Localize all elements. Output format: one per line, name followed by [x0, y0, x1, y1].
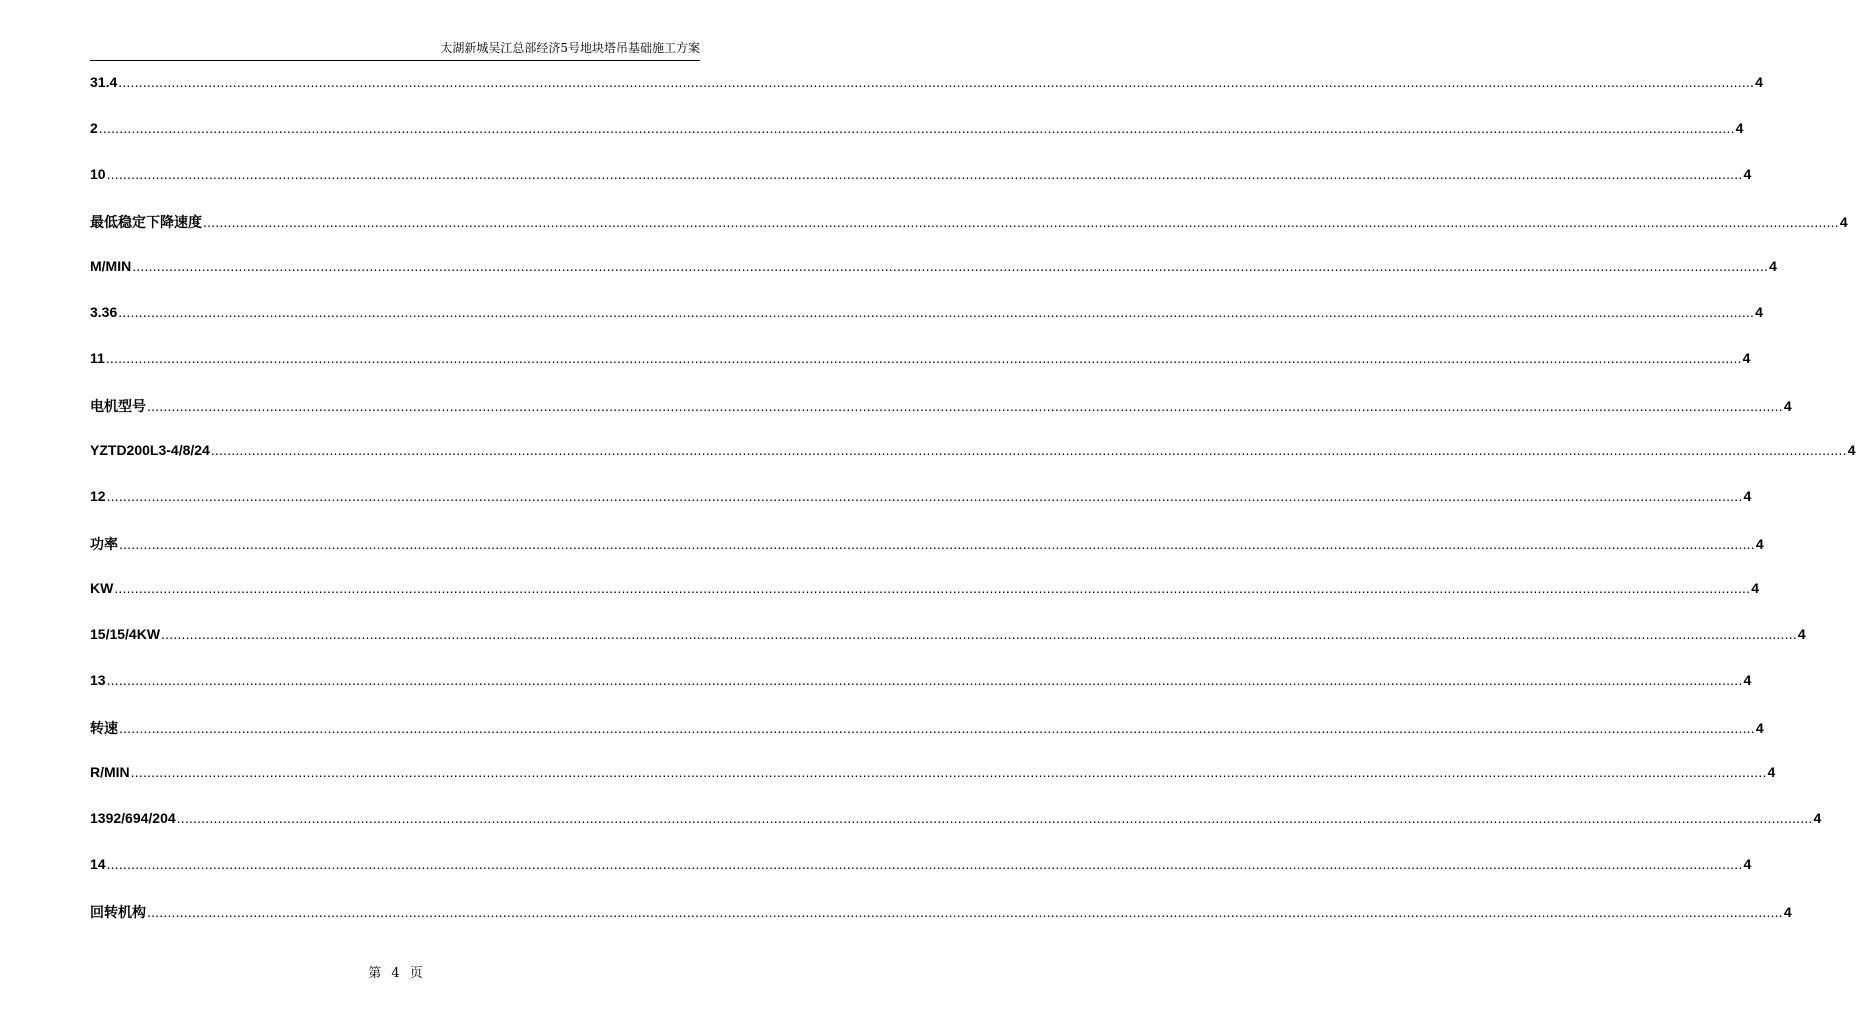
- toc-entry-page-number: 4: [1767, 764, 1776, 780]
- toc-entry-label: 1392/694/204: [90, 810, 176, 826]
- toc-entry[interactable]: [90, 350, 1751, 396]
- toc-entry-label: 15/15/4KW: [90, 626, 161, 642]
- toc-entry-page-number: 4: [1797, 626, 1806, 642]
- toc-dot-leader: ................................................................................................................................................................................................................................................................................................................................................................................................................: [161, 626, 1797, 642]
- toc-entry-label: 转速: [90, 720, 118, 736]
- toc-dot-leader: ................................................................................................................................................................................................................................................................................................................................................................................................................: [147, 398, 1783, 414]
- toc-entry-page-number: 4: [1783, 904, 1792, 920]
- document-title: 太湖新城吴江总部经济5号地块塔吊基础施工方案: [440, 41, 700, 55]
- toc-entry-label: KW: [90, 580, 114, 596]
- toc-dot-leader: ................................................................................................................................................................................................................................................................................................................................................................................................................: [105, 350, 1742, 366]
- toc-dot-leader: ................................................................................................................................................................................................................................................................................................................................................................................................................: [119, 720, 1755, 736]
- toc-entry[interactable]: [90, 120, 1744, 166]
- toc-dot-leader: ................................................................................................................................................................................................................................................................................................................................................................................................................: [203, 214, 1839, 230]
- toc-entry[interactable]: [90, 810, 1822, 856]
- footer-page-number: 4: [391, 966, 400, 981]
- toc-entry[interactable]: [90, 626, 1806, 672]
- toc-entry[interactable]: [90, 902, 1792, 948]
- toc-entry-label: 10: [90, 166, 106, 182]
- toc-dot-leader: ................................................................................................................................................................................................................................................................................................................................................................................................................: [147, 904, 1783, 920]
- toc-entry-page-number: 4: [1751, 580, 1759, 596]
- toc-entry-label: 电机型号: [90, 398, 146, 414]
- toc-entry-page-number: 4: [1839, 214, 1848, 230]
- toc-entry-label: 最低稳定下降速度: [90, 214, 202, 230]
- toc-dot-leader: ................................................................................................................................................................................................................................................................................................................................................................................................................: [98, 120, 1735, 136]
- toc-entry-label: 12: [90, 488, 106, 504]
- toc-dot-leader: ................................................................................................................................................................................................................................................................................................................................................................................................................: [119, 536, 1755, 552]
- toc-entry-page-number: 4: [1783, 398, 1792, 414]
- toc-entry-label: 回转机构: [90, 904, 146, 920]
- toc-entry-page-number: 4: [1743, 856, 1752, 872]
- toc-entry-page-number: 4: [1755, 536, 1764, 552]
- toc-entry[interactable]: [90, 718, 1764, 764]
- toc-entry-label: 14: [90, 856, 106, 872]
- toc-dot-leader: ................................................................................................................................................................................................................................................................................................................................................................................................................: [118, 304, 1755, 320]
- toc-entry-label: 3.36: [90, 304, 118, 320]
- toc-entry-page-number: 4: [1742, 350, 1751, 366]
- toc-dot-leader: ................................................................................................................................................................................................................................................................................................................................................................................................................: [118, 74, 1755, 90]
- toc-entry-label: 2: [90, 120, 98, 136]
- toc-entry-page-number: 4: [1769, 258, 1777, 274]
- toc-entry[interactable]: [90, 856, 1752, 902]
- toc-entry-page-number: 4: [1813, 810, 1822, 826]
- toc-dot-leader: ................................................................................................................................................................................................................................................................................................................................................................................................................: [106, 672, 1743, 688]
- toc-dot-leader: ................................................................................................................................................................................................................................................................................................................................................................................................................: [210, 442, 1847, 458]
- toc-entry[interactable]: [90, 396, 1792, 442]
- footer-suffix: 页: [409, 966, 423, 981]
- page-footer: [0, 962, 791, 981]
- toc-entry-page-number: 4: [1847, 442, 1856, 458]
- toc-entry-label: 11: [90, 350, 105, 366]
- toc-entry-page-number: 4: [1755, 304, 1763, 320]
- toc-dot-leader: ................................................................................................................................................................................................................................................................................................................................................................................................................: [132, 258, 1769, 274]
- toc-entry-label: M/MIN: [90, 258, 132, 274]
- toc-entry-page-number: 4: [1743, 488, 1752, 504]
- toc-entry[interactable]: [90, 534, 1764, 580]
- toc-entry-page-number: 4: [1735, 120, 1744, 136]
- toc-entry-page-number: 4: [1755, 74, 1763, 90]
- toc-entry[interactable]: [90, 442, 1856, 488]
- toc-entry[interactable]: [90, 166, 1752, 212]
- table-of-contents: [90, 74, 1856, 948]
- toc-dot-leader: ................................................................................................................................................................................................................................................................................................................................................................................................................: [106, 488, 1743, 504]
- toc-entry-page-number: 4: [1743, 166, 1752, 182]
- toc-entry-label: 13: [90, 672, 106, 688]
- footer-prefix: 第: [368, 966, 382, 981]
- toc-entry[interactable]: [90, 672, 1752, 718]
- toc-dot-leader: ................................................................................................................................................................................................................................................................................................................................................................................................................: [106, 166, 1743, 182]
- toc-entry[interactable]: [90, 580, 1759, 626]
- toc-entry-page-number: 4: [1755, 720, 1764, 736]
- toc-dot-leader: ................................................................................................................................................................................................................................................................................................................................................................................................................: [130, 764, 1767, 780]
- toc-dot-leader: ................................................................................................................................................................................................................................................................................................................................................................................................................: [176, 810, 1813, 826]
- toc-entry[interactable]: [90, 304, 1763, 350]
- toc-entry-label: 31.4: [90, 74, 118, 90]
- toc-entry[interactable]: [90, 74, 1763, 120]
- toc-entry[interactable]: [90, 258, 1777, 304]
- toc-entry[interactable]: [90, 488, 1752, 534]
- toc-dot-leader: ................................................................................................................................................................................................................................................................................................................................................................................................................: [106, 856, 1743, 872]
- toc-entry[interactable]: [90, 764, 1776, 810]
- toc-entry-label: 功率: [90, 536, 118, 552]
- toc-entry-label: R/MIN: [90, 764, 130, 780]
- toc-entry-page-number: 4: [1743, 672, 1752, 688]
- toc-entry-label: YZTD200L3-4/8/24: [90, 442, 210, 458]
- toc-dot-leader: ................................................................................................................................................................................................................................................................................................................................................................................................................: [114, 580, 1751, 596]
- page-header: [90, 41, 700, 61]
- toc-entry[interactable]: [90, 212, 1848, 258]
